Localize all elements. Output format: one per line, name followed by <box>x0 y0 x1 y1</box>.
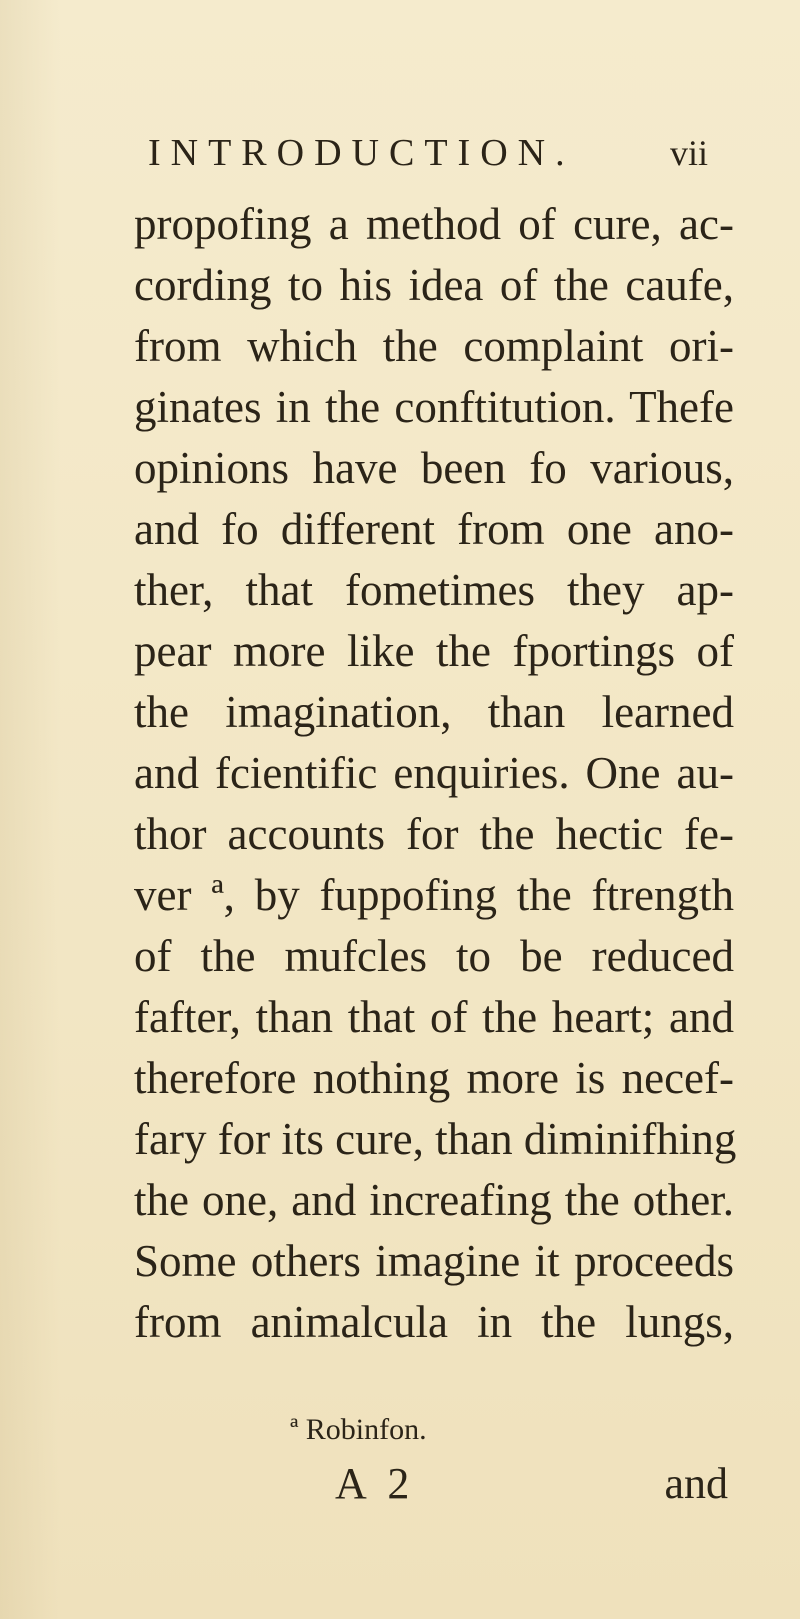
page-header <box>148 128 708 178</box>
body-text <box>134 194 737 1353</box>
text-line: Some others imagine it proceeds <box>134 1236 734 1286</box>
text-line: fafter, than that of the heart; and <box>134 992 734 1042</box>
text-line: ginates in the conftitution. Thefe <box>134 382 734 432</box>
footnote: ª Robinfon. <box>290 1413 427 1446</box>
text-line: of the mufcles to be reduced <box>134 931 734 981</box>
text-line: ther, that fometimes they ap- <box>134 565 734 615</box>
signature-mark: A 2 <box>335 1459 416 1508</box>
text-line: from which the complaint ori- <box>134 321 734 371</box>
text-line: and fo different from one ano- <box>134 504 734 554</box>
text-line: propofing a method of cure, ac- <box>134 199 734 249</box>
text-line: fary for its cure, than diminifhing <box>134 1114 737 1164</box>
text-line: cording to his idea of the caufe, <box>134 260 734 310</box>
text-line: opinions have been fo various, <box>134 443 734 493</box>
text-line: pear more like the fportings of <box>134 626 734 676</box>
running-head: INTRODUCTION. <box>148 132 575 174</box>
text-line: from animalcula in the lungs, <box>134 1297 734 1347</box>
text-line: and fcientific enquiries. One au- <box>134 748 734 798</box>
text-line: the imagination, than learned <box>134 687 734 737</box>
catchword: and <box>664 1459 728 1508</box>
page-number: vii <box>669 133 708 173</box>
text-line: thor accounts for the hectic fe- <box>134 809 734 859</box>
text-line: ver ª, by fuppofing the ftrength <box>134 870 734 920</box>
text-line: the one, and increafing the other. <box>134 1175 734 1225</box>
text-line: therefore nothing more is necef- <box>134 1053 734 1103</box>
